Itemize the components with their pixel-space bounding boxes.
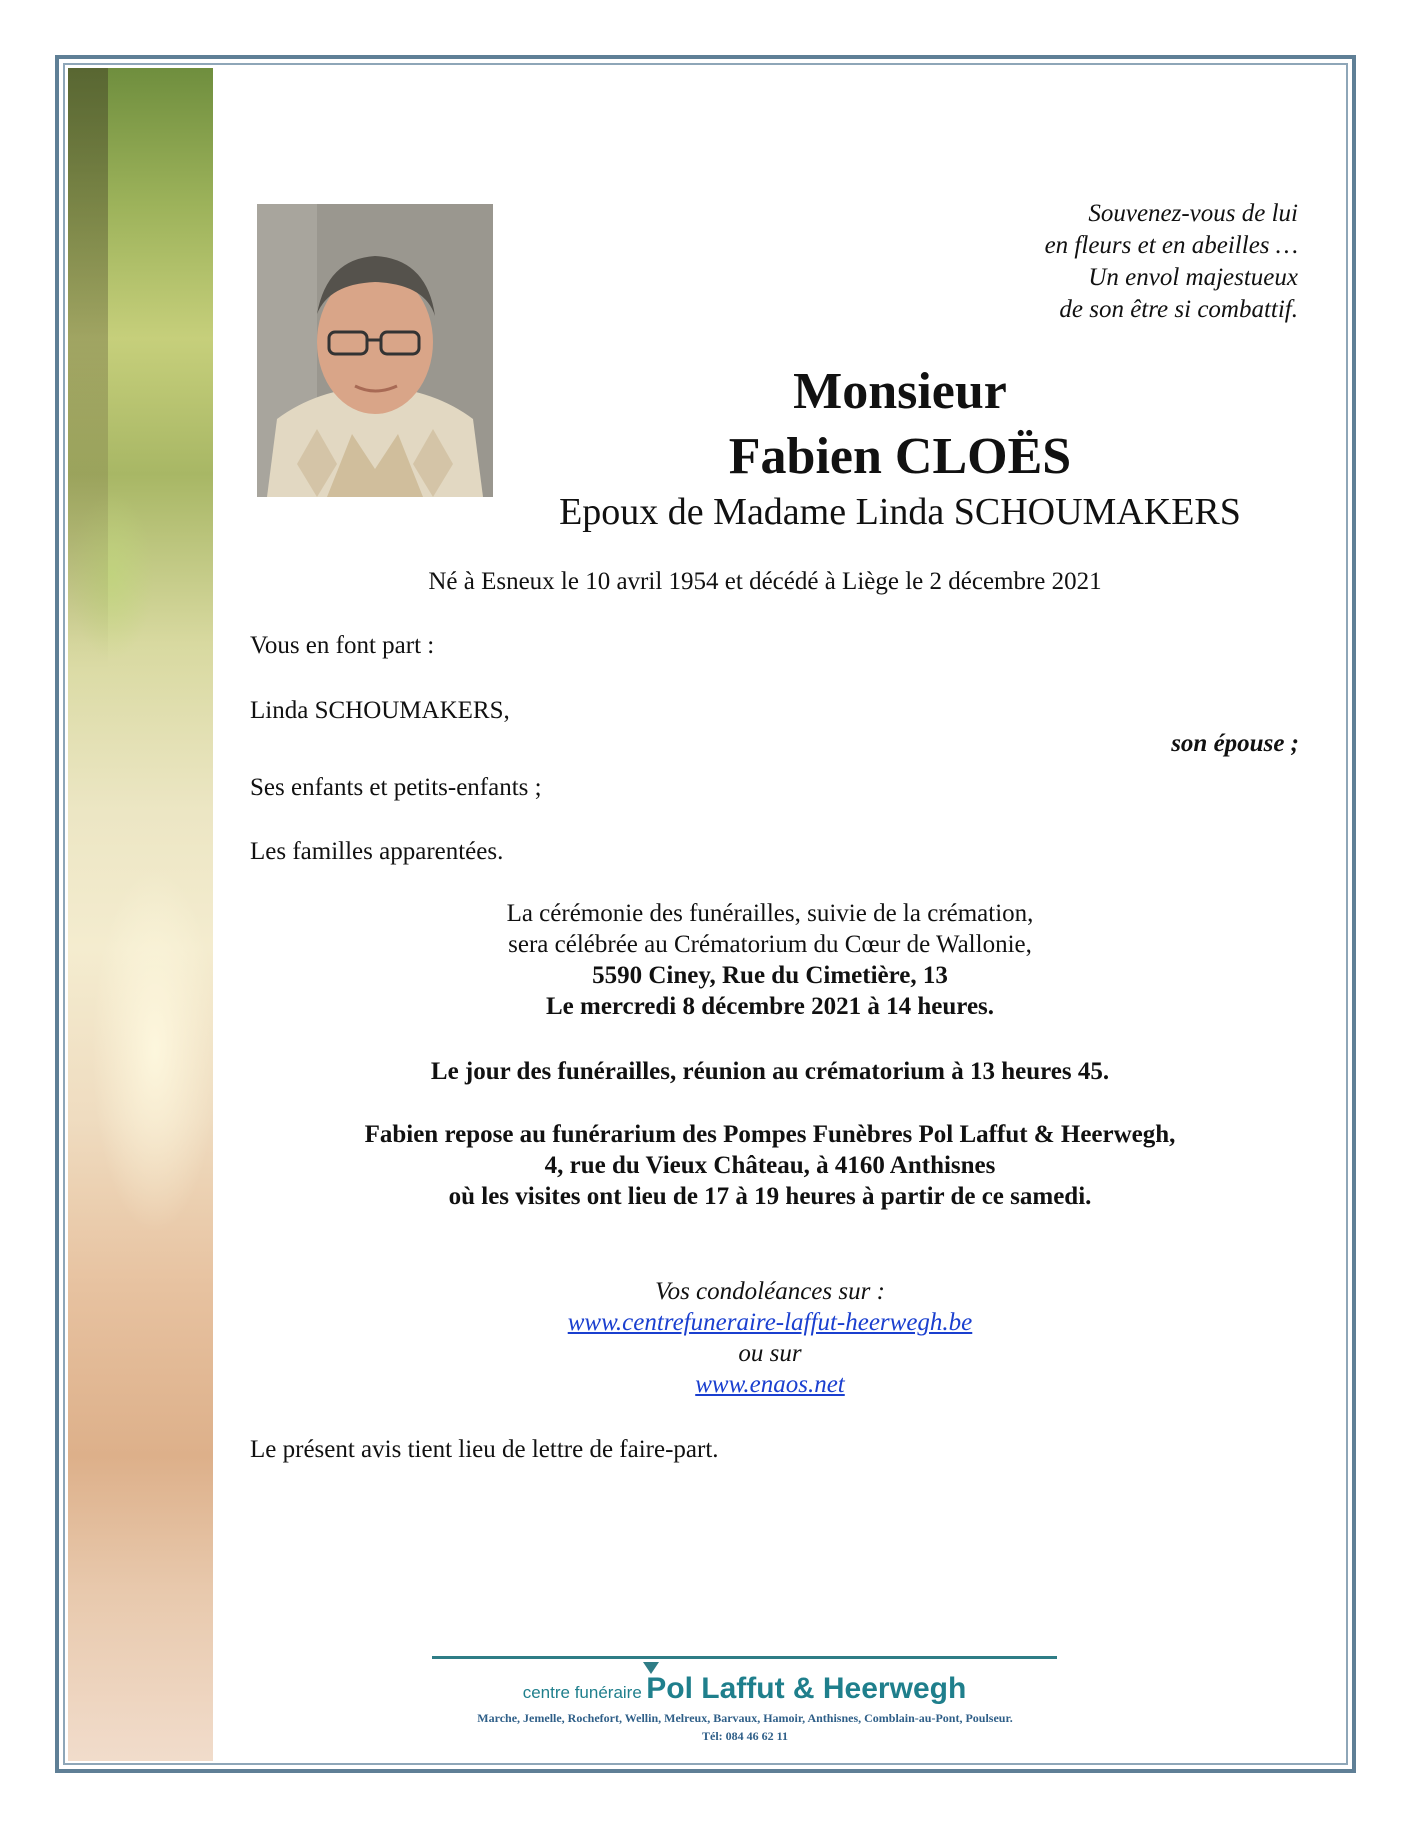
families-line: Les familles apparentées. <box>250 838 504 865</box>
footer-locations: Marche, Jemelle, Rochefort, Wellin, Melreux, Barvaux, Hamoir, Anthisnes, Comblain-au-Pont, Poulseur. <box>477 1711 1013 1725</box>
funeral-home-logo <box>432 1672 1057 1706</box>
closing-line: Le présent avis tient lieu de lettre de faire-part. <box>250 1436 719 1463</box>
poem-line: de son être si combattif. <box>1059 296 1298 323</box>
ceremony-line: sera célébrée au Crématorium du Cœur de Wallonie, <box>508 931 1032 958</box>
visitation-hours: où les visites ont lieu de 17 à 19 heures à partir de ce samedi. <box>448 1183 1092 1210</box>
footer-rule <box>432 1656 1057 1659</box>
deceased-name: Fabien CLOËS <box>728 428 1072 485</box>
poem-line: Souvenez-vous de lui <box>1088 200 1298 227</box>
condolences-link-enaos[interactable]: www.enaos.net <box>695 1371 845 1398</box>
ceremony-address: 5590 Ciney, Rue du Cimetière, 13 <box>592 962 948 989</box>
condolences-or: ou sur <box>738 1340 802 1367</box>
poem <box>798 198 1298 326</box>
ceremony-block <box>250 898 1290 1022</box>
meeting-line: Le jour des funérailles, réunion au crématorium à 13 heures 45. <box>430 1058 1110 1085</box>
spouse-name: Linda SCHOUMAKERS, <box>250 697 510 724</box>
ceremony-date: Le mercredi 8 décembre 2021 à 14 heures. <box>545 993 995 1020</box>
poem-line: Un envol majestueux <box>1088 264 1298 291</box>
condolences-block <box>250 1276 1290 1400</box>
visitation-block <box>250 1119 1290 1212</box>
poem-line: en fleurs et en abeilles … <box>1044 232 1298 259</box>
visitation-address: 4, rue du Vieux Château, à 4160 Anthisnes <box>544 1152 996 1179</box>
spouse-role: son épouse ; <box>1171 730 1299 757</box>
ceremony-line: La cérémonie des funérailles, suivie de la crémation, <box>506 900 1034 927</box>
condolences-label: Vos condoléances sur : <box>655 1278 885 1305</box>
spouse-line: Epoux de Madame Linda SCHOUMAKERS <box>559 491 1241 533</box>
announce-intro: Vous en font part : <box>250 632 435 659</box>
visitation-line: Fabien repose au funérarium des Pompes Funèbres Pol Laffut & Heerwegh, <box>364 1121 1176 1148</box>
children-line: Ses enfants et petits-enfants ; <box>250 774 542 801</box>
logo-prefix: centre funéraire <box>522 1683 642 1702</box>
condolences-link-laffut[interactable]: www.centrefuneraire-laffut-heerwegh.be <box>567 1309 973 1336</box>
salutation: Monsieur <box>793 363 1007 420</box>
forest-trees-overlay <box>68 68 108 668</box>
logo-brand: Pol Laffut & Heerwegh <box>646 1672 967 1705</box>
footer-phone: Tél: 084 46 62 11 <box>702 1729 788 1743</box>
birth-death-dates: Né à Esneux le 10 avril 1954 et décédé à Liège le 2 décembre 2021 <box>428 568 1102 595</box>
portrait-photo <box>257 204 493 497</box>
